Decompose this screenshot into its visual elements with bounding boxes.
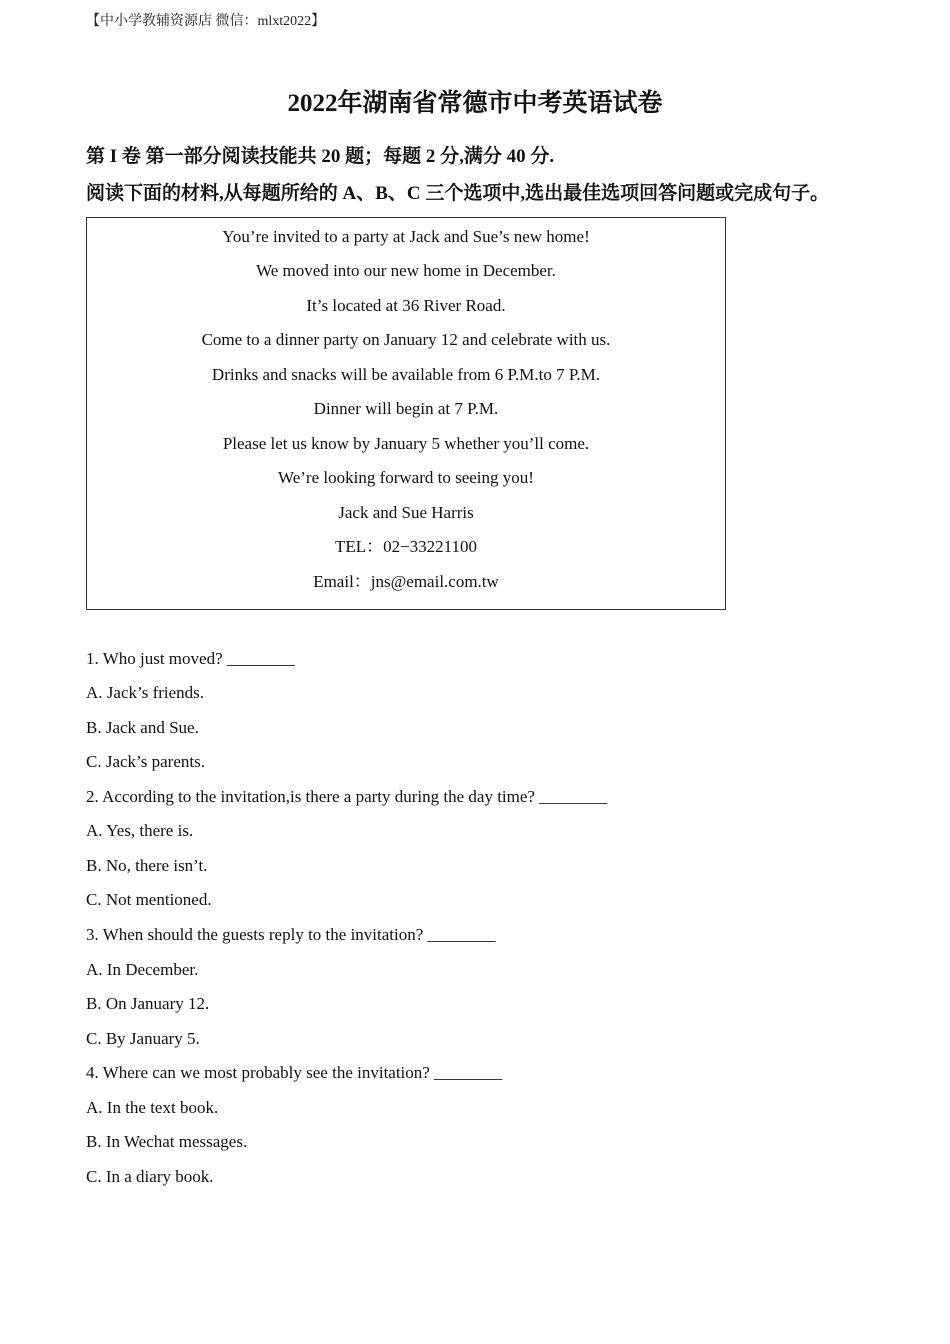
invitation-signature: Jack and Sue Harris xyxy=(338,503,474,522)
question-stem: 4. Where can we most probably see the invitation? ________ xyxy=(86,1063,503,1082)
invitation-line: Please let us know by January 5 whether you’ll come. xyxy=(222,434,590,453)
answer-option: A. Jack’s friends. xyxy=(86,683,205,702)
invitation-line: Come to a dinner party on January 12 and celebrate with us. xyxy=(201,330,611,349)
invitation-phone: TEL：02−33221100 xyxy=(334,537,478,556)
invitation-line: Dinner will begin at 7 P.M. xyxy=(313,399,499,418)
invitation-line: Drinks and snacks will be available from 6 P.M.to 7 P.M. xyxy=(211,365,601,384)
section-instruction: 第 I 卷 第一部分阅读技能共 20 题；每题 2 分,满分 40 分. xyxy=(86,146,555,167)
invitation-line: You’re invited to a party at Jack and Sue’s new home! xyxy=(222,227,590,246)
invitation-line: We’re looking forward to seeing you! xyxy=(278,468,534,487)
reading-instruction: 阅读下面的材料,从每题所给的 A、B、C 三个选项中,选出最佳选项回答问题或完成句子。 xyxy=(86,183,830,204)
page-title: 2022年湖南省常德市中考英语试卷 xyxy=(287,90,663,117)
answer-option: A. Yes, there is. xyxy=(86,821,194,840)
answer-option: C. In a diary book. xyxy=(86,1167,214,1186)
answer-option: C. By January 5. xyxy=(86,1029,200,1048)
question-stem: 2. According to the invitation,is there a party during the day time? ________ xyxy=(86,787,608,806)
answer-option: A. In the text book. xyxy=(86,1098,219,1117)
answer-option: B. Jack and Sue. xyxy=(86,718,199,737)
answer-option: B. On January 12. xyxy=(86,994,210,1013)
answer-option: A. In December. xyxy=(86,960,199,979)
answer-option: C. Not mentioned. xyxy=(86,890,212,909)
answer-option: C. Jack’s parents. xyxy=(86,752,205,771)
answer-option: B. In Wechat messages. xyxy=(86,1132,248,1151)
header-note: 【中小学教辅资源店 微信：mlxt2022】 xyxy=(86,14,326,29)
invitation-line: It’s located at 36 River Road. xyxy=(306,296,506,315)
question-stem: 1. Who just moved? ________ xyxy=(86,649,295,668)
invitation-box xyxy=(86,217,726,610)
invitation-line: We moved into our new home in December. xyxy=(256,261,556,280)
question-stem: 3. When should the guests reply to the invitation? ________ xyxy=(86,925,496,944)
invitation-email: Email：jns@email.com.tw xyxy=(313,572,499,591)
answer-option: B. No, there isn’t. xyxy=(86,856,208,875)
